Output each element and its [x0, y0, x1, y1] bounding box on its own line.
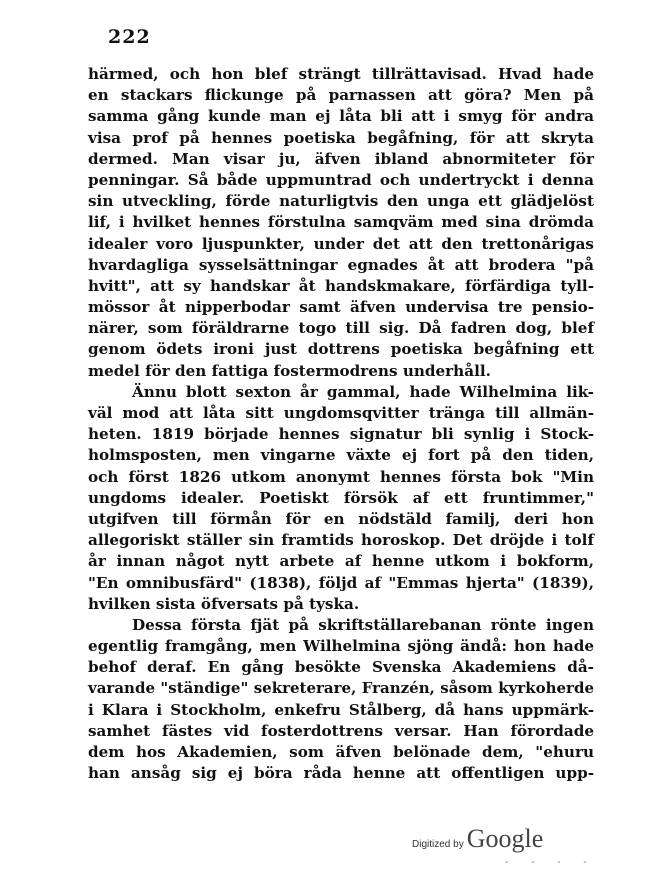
text-line: en stackars flickunge på parnassen att göra? Men på: [88, 86, 594, 105]
text-line: egentlig framgång, men Wilhelmina sjöng ändå: hon hade: [88, 637, 594, 656]
text-line: mössor åt nipperbodar samt äfven undervisa tre pensio-: [88, 298, 594, 317]
text-line: lif, i hvilket hennes förstulna samqväm med sina drömda: [88, 213, 594, 232]
text-line: utgifven till förmån för en nödstäld familj, deri hon: [88, 509, 594, 528]
paragraph-start-line: Ännu blott sexton år gammal, hade Wilhelmina lik-: [132, 382, 594, 401]
scan-artifact-dashes: - - - -: [505, 857, 597, 868]
text-line: varande "ständige" sekreterare, Franzén, såsom kyrkoherde: [88, 679, 594, 698]
text-line: och först 1826 utkom anonymt hennes första bok "Min: [88, 467, 594, 486]
text-line: väl mod att låta sitt ungdomsqvitter tränga till allmän-: [88, 404, 594, 422]
paragraph-start-line: Dessa första fjät på skriftställarebanan rönte ingen: [132, 615, 594, 634]
text-line: i Klara i Stockholm, enkefru Stålberg, då hans uppmärk-: [88, 700, 594, 719]
text-line: hvitt", att sy handskar åt handskmakare, förfärdiga tyll-: [88, 276, 594, 295]
digitized-by-watermark: [412, 824, 543, 854]
text-line: sin utveckling, förde naturligtvis den unga ett glädjelöst: [88, 192, 594, 211]
text-line: ungdoms idealer. Poetiskt försök af ett fruntimmer,": [88, 488, 594, 507]
text-line: dem hos Akademien, som äfven belönade dem, "ehuru: [88, 743, 594, 761]
text-line: dermed. Man visar ju, äfven ibland abnormiteter för: [88, 149, 594, 168]
text-body: [88, 64, 594, 784]
text-line: hvardagliga sysselsättningar egnades åt att brodera "på: [88, 255, 594, 274]
text-line: heten. 1819 började hennes signatur bli synlig i Stock-: [88, 425, 594, 444]
text-line: härmed, och hon blef strängt tillrättavisad. Hvad hade: [88, 65, 594, 83]
page-number: 222: [108, 26, 151, 48]
text-line: idealer voro ljuspunkter, under det att den trettonårigas: [88, 234, 594, 253]
text-line: "En omnibusfärd" (1838), följd af "Emmas hjerta" (1839),: [88, 573, 594, 592]
text-line: allegoriskt ställer sin framtids horoskop. Det dröjde i tolf: [88, 531, 594, 550]
text-line: behof deraf. En gång besökte Svenska Akademiens då-: [88, 658, 594, 677]
text-line: han ansåg sig ej böra råda henne att offentligen upp-: [88, 764, 594, 783]
text-line: holmsposten, men vingarne växte ej fort på den tiden,: [88, 446, 594, 465]
text-line: samhet fästes vid fosterdottrens versar. Han förordade: [88, 721, 594, 740]
text-line: genom ödets ironi just dottrens poetiska begåfning ett: [88, 340, 594, 359]
text-line: penningar. Så både uppmuntrad och undertryckt i denna: [88, 170, 594, 189]
text-line: visa prof på hennes poetiska begåfning, för att skryta: [88, 128, 594, 147]
text-line: medel för den fattiga fostermodrens underhåll.: [88, 361, 491, 380]
digitized-prefix: Digitized by: [412, 839, 464, 850]
text-line: närer, som föräldrarne togo till sig. Då fadren dog, blef: [88, 319, 594, 338]
text-line: år innan något nytt arbete af henne utkom i bokform,: [88, 552, 594, 571]
text-line: samma gång kunde man ej låta bli att i smyg för andra: [88, 107, 594, 126]
google-logo: Google: [466, 824, 544, 853]
text-line: hvilken sista öfversats på tyska.: [88, 594, 360, 613]
